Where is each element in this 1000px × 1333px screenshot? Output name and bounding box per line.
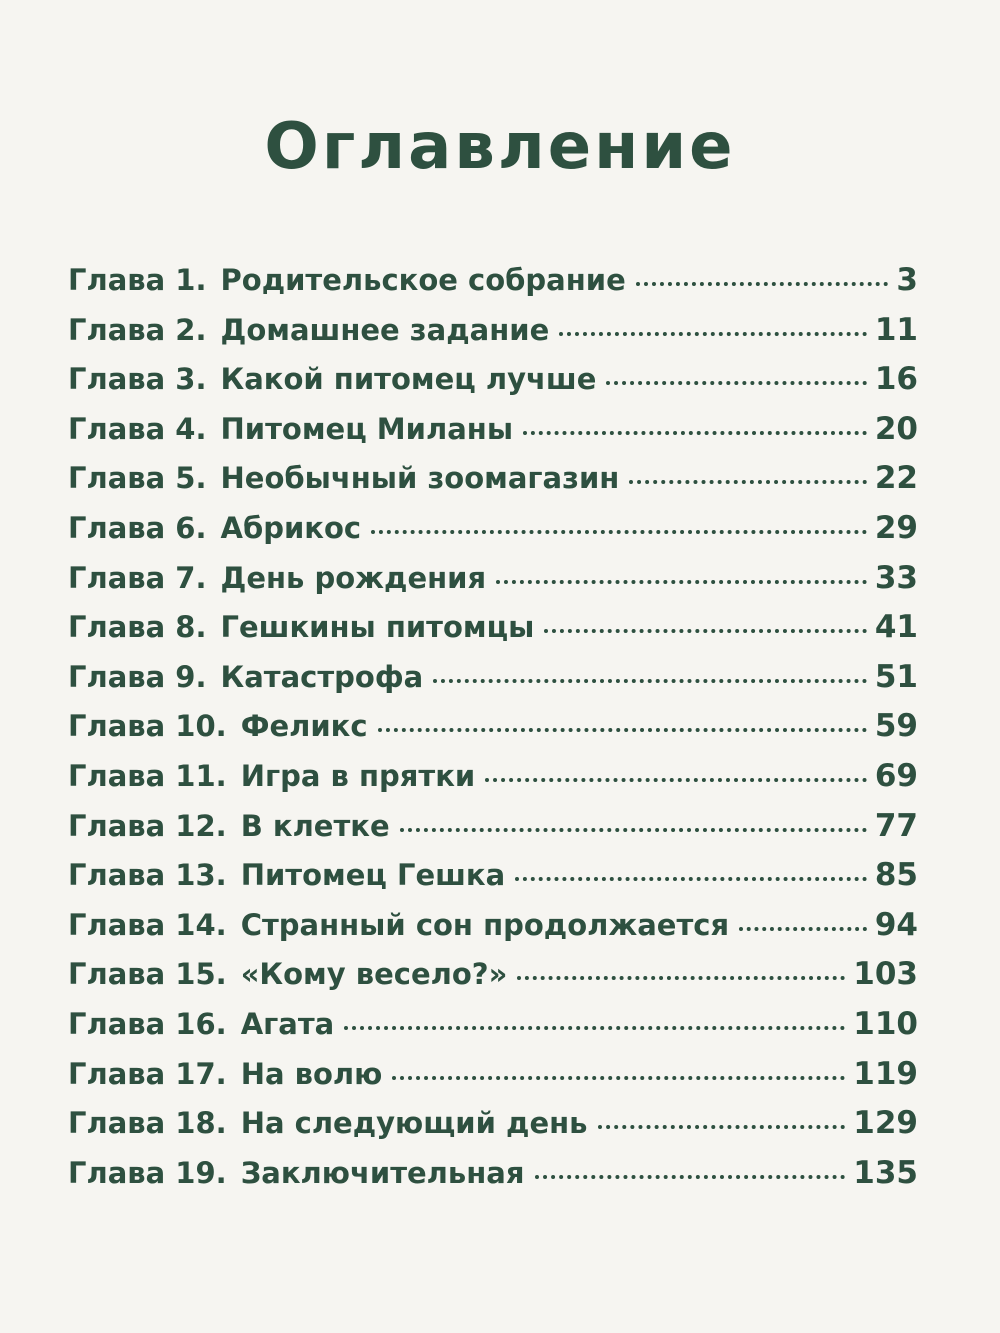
dot-leader	[636, 282, 889, 286]
page-number: 22	[874, 460, 918, 497]
chapter-title: Какой питомец лучше	[220, 362, 597, 397]
chapter-title: Необычный зоомагазин	[220, 461, 620, 496]
chapter-title: Агата	[240, 1006, 335, 1041]
dot-leader	[485, 778, 867, 782]
dot-leader	[523, 431, 867, 435]
chapter-number: Глава 16.	[68, 1006, 227, 1041]
page-title: Оглавление	[264, 110, 736, 184]
chapter-number: Глава 2.	[68, 312, 207, 347]
page-number: 119	[853, 1055, 918, 1092]
toc-entry[interactable]	[68, 460, 918, 510]
toc-entry[interactable]	[68, 411, 918, 461]
page-number: 33	[874, 559, 918, 596]
dot-leader	[739, 927, 867, 931]
page-number: 29	[874, 509, 918, 546]
toc-entry[interactable]	[68, 1006, 918, 1056]
chapter-number: Глава 14.	[68, 907, 227, 942]
toc-entry[interactable]	[68, 907, 918, 957]
chapter-number: Глава 1.	[68, 263, 207, 297]
dot-leader	[629, 480, 867, 484]
toc-entry[interactable]	[68, 1105, 918, 1155]
chapter-number: Глава 7.	[68, 560, 207, 595]
dot-leader	[496, 580, 867, 584]
toc-entry[interactable]	[68, 857, 918, 907]
toc-entry[interactable]	[68, 758, 918, 808]
toc-entry[interactable]	[68, 560, 918, 610]
dot-leader	[378, 728, 867, 732]
dot-leader	[544, 629, 867, 633]
chapter-title: В клетке	[240, 808, 390, 843]
dot-leader	[606, 381, 866, 385]
dot-leader	[559, 332, 867, 336]
toc-entry[interactable]	[68, 262, 918, 312]
dot-leader	[515, 877, 867, 881]
chapter-number: Глава 9.	[68, 659, 207, 694]
page-number: 69	[874, 757, 918, 794]
chapter-title: Гешкины питомцы	[220, 610, 535, 645]
chapter-number: Глава 11.	[68, 758, 227, 793]
chapter-number: Глава 8.	[68, 610, 207, 645]
toc-entry[interactable]	[68, 510, 918, 560]
page-number: 129	[853, 1105, 918, 1142]
toc-entry[interactable]	[68, 708, 918, 758]
dot-leader	[371, 530, 867, 534]
chapter-title: На волю	[240, 1056, 383, 1091]
chapter-title: Феликс	[240, 709, 368, 744]
toc-entry[interactable]	[68, 361, 918, 411]
chapter-number: Глава 3.	[68, 362, 207, 397]
page-number: 85	[874, 857, 918, 894]
chapter-title: Питомец Миланы	[220, 411, 514, 446]
page-number: 3	[896, 262, 918, 298]
chapter-number: Глава 18.	[68, 1106, 227, 1141]
page-number: 20	[874, 410, 918, 447]
chapter-number: Глава 12.	[68, 808, 227, 843]
page-number: 103	[853, 956, 918, 993]
chapter-number: Глава 4.	[68, 411, 207, 446]
page-number: 77	[874, 807, 918, 844]
page-number: 59	[874, 708, 918, 745]
dot-leader	[598, 1125, 846, 1129]
chapter-number: Глава 13.	[68, 858, 227, 893]
chapter-number: Глава 6.	[68, 510, 207, 545]
page-number: 51	[874, 658, 918, 695]
toc-entry[interactable]	[68, 956, 918, 1006]
dot-leader	[400, 828, 867, 832]
dot-leader	[433, 679, 867, 683]
chapter-number: Глава 10.	[68, 709, 227, 744]
chapter-title: Заключительная	[240, 1155, 525, 1190]
chapter-title: Домашнее задание	[220, 312, 550, 347]
toc-entry[interactable]	[68, 659, 918, 709]
toc-entry[interactable]	[68, 1155, 918, 1205]
dot-leader	[344, 1026, 845, 1030]
toc-entry[interactable]	[68, 609, 918, 659]
dot-leader	[392, 1076, 845, 1080]
page-number: 135	[853, 1154, 918, 1191]
dot-leader	[535, 1175, 846, 1179]
page-number: 110	[853, 1005, 918, 1042]
chapter-title: На следующий день	[240, 1106, 588, 1141]
chapter-number: Глава 17.	[68, 1056, 227, 1091]
toc-entry[interactable]	[68, 808, 918, 858]
toc-entry[interactable]	[68, 1056, 918, 1106]
table-of-contents	[68, 262, 918, 1204]
chapter-title: Родительское собрание	[220, 263, 626, 297]
page-number: 11	[874, 311, 918, 348]
chapter-title: Игра в прятки	[240, 758, 476, 793]
chapter-title: Абрикос	[220, 510, 362, 545]
chapter-title: Странный сон продолжается	[240, 907, 730, 942]
chapter-number: Глава 5.	[68, 461, 207, 496]
chapter-number: Глава 19.	[68, 1155, 227, 1190]
toc-entry[interactable]	[68, 312, 918, 362]
dot-leader	[517, 976, 845, 980]
page-number: 94	[874, 906, 918, 943]
chapter-number: Глава 15.	[68, 957, 227, 992]
chapter-title: Питомец Гешка	[240, 858, 506, 893]
chapter-title: День рождения	[220, 560, 487, 595]
chapter-title: «Кому весело?»	[240, 957, 508, 992]
page-number: 16	[874, 361, 918, 398]
chapter-title: Катастрофа	[220, 659, 424, 694]
page-number: 41	[874, 609, 918, 646]
